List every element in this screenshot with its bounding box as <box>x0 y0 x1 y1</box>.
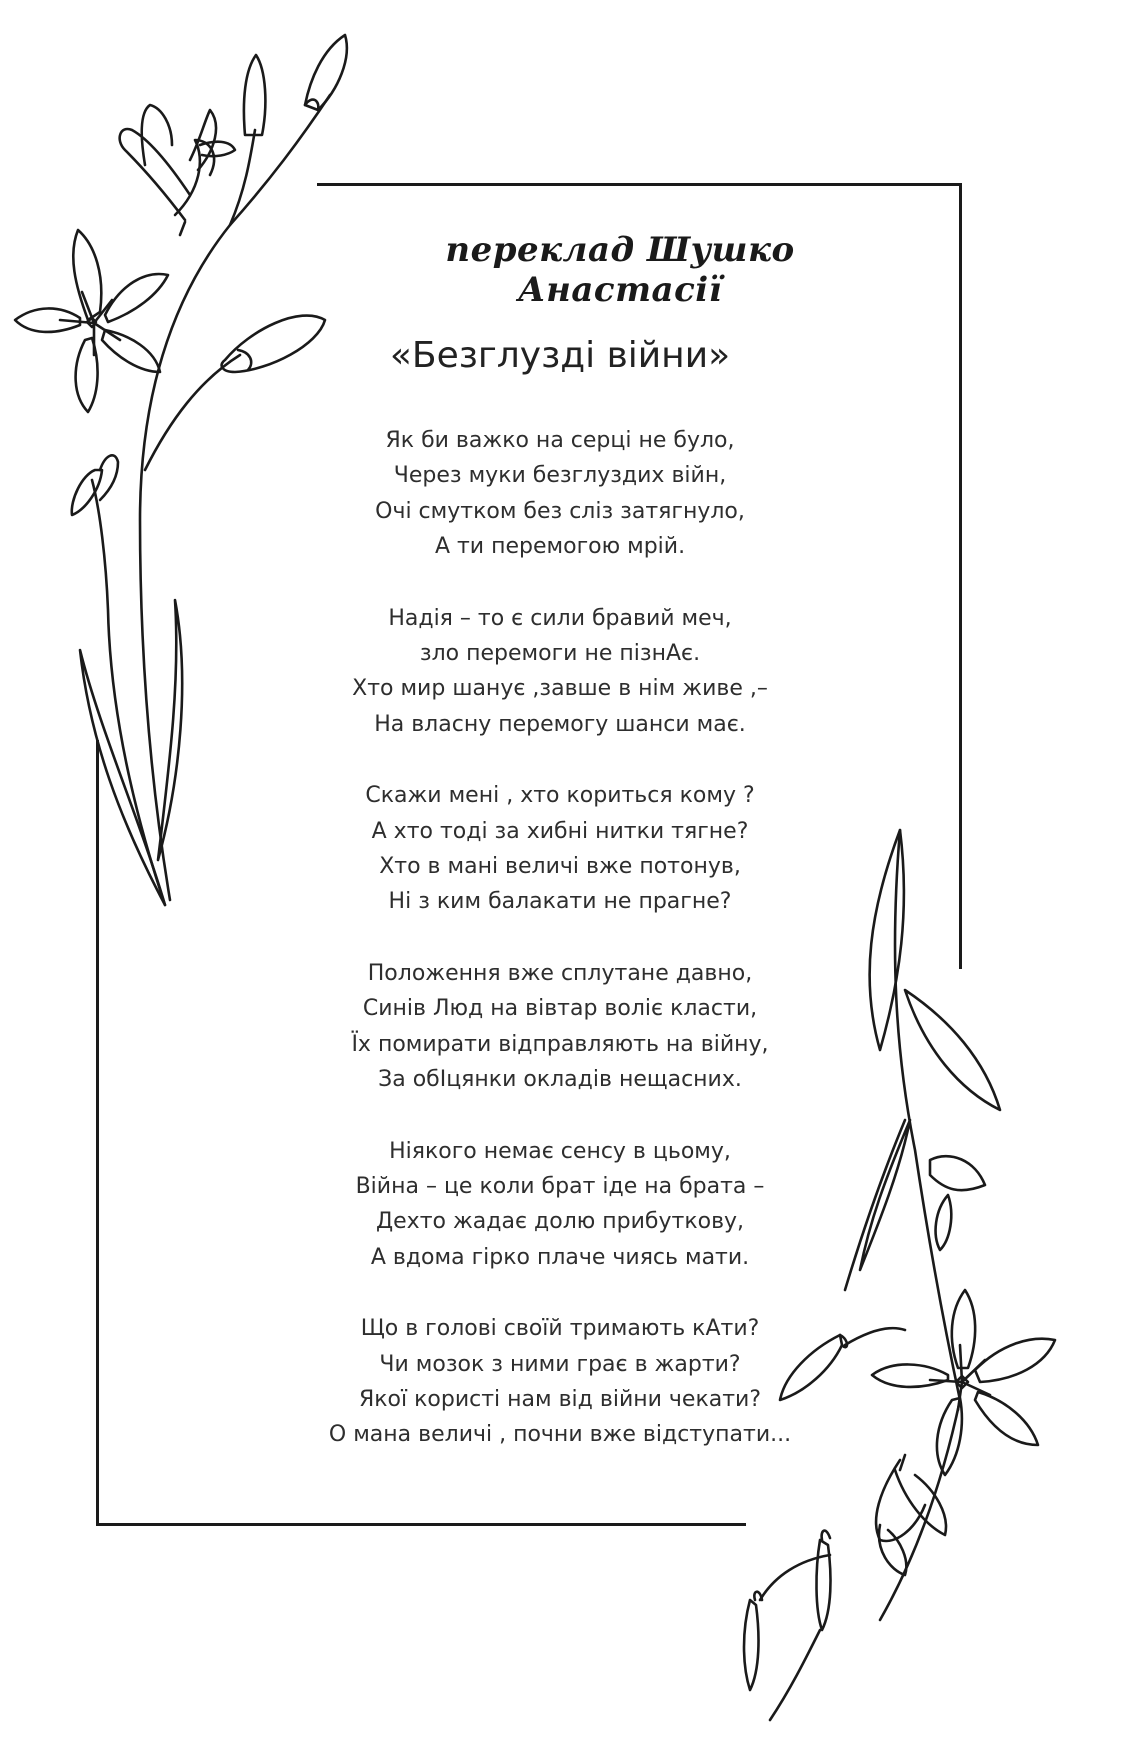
frame-right-line <box>959 183 962 969</box>
frame-bottom-line <box>96 1523 746 1526</box>
poem-line: Чи мозок з ними грає в жарти? <box>379 1351 741 1377</box>
poem-line: За обІцянки окладів нещасних. <box>378 1067 742 1093</box>
poem-line: Дехто жадає долю прибуткову, <box>375 1209 745 1235</box>
poem-title: «Безглузді війни» <box>389 335 731 376</box>
stanza-5 <box>290 1134 830 1276</box>
poem-line: Хто мир шанує ,завше в нім живе ,– <box>352 676 768 702</box>
poem-line: Ні з ким балакати не прагне? <box>388 889 732 915</box>
poem-line: На власну перемогу шанси має. <box>374 711 746 737</box>
poem-line: Синів Люд на вівтар воліє класти, <box>362 996 758 1022</box>
poem-line: А хто тоді за хибні нитки тягне? <box>371 818 749 844</box>
poem-body <box>290 423 830 1489</box>
frame-top-line <box>317 183 961 186</box>
stanza-2 <box>290 601 830 743</box>
poem-line: Положення вже сплутане давно, <box>367 960 753 986</box>
poem-line: Війна – це коли брат іде на брата – <box>355 1173 765 1199</box>
poem-line: Ніякого немає сенсу в цьому, <box>389 1138 731 1164</box>
poem-line: Через муки безглуздих війн, <box>393 463 727 489</box>
poem-line: А ти перемогою мрій. <box>434 534 686 560</box>
poem-line: Очі смутком без сліз затягнуло, <box>375 498 745 524</box>
stanza-6 <box>290 1311 830 1453</box>
poem-line: Надія – то є сили бравий меч, <box>388 605 732 631</box>
poem-line: Хто в мані величі вже потонув, <box>379 854 741 880</box>
stanza-1 <box>290 423 830 565</box>
frame-left-line <box>96 740 99 1526</box>
poem-line: Що в голові своїй тримають кАти? <box>360 1316 760 1342</box>
stanza-4 <box>290 956 830 1098</box>
stanza-3 <box>290 778 830 920</box>
poem-line: А вдома гірко плаче чиясь мати. <box>370 1244 750 1270</box>
poem-line: Якої користі нам від війни чекати? <box>358 1386 762 1412</box>
poem-line: Скажи мені , хто кориться кому ? <box>365 783 755 809</box>
poem-line: О мана величі , почни вже відступати... <box>328 1422 792 1448</box>
translator-credit: переклад Шушко Анастасії <box>445 230 795 310</box>
poem-line: Як би важко на серці не було, <box>385 428 735 453</box>
poem-line: зло перемоги не пізнАє. <box>419 641 701 667</box>
poem-line: Їх помирати відправляють на війну, <box>351 1031 769 1057</box>
